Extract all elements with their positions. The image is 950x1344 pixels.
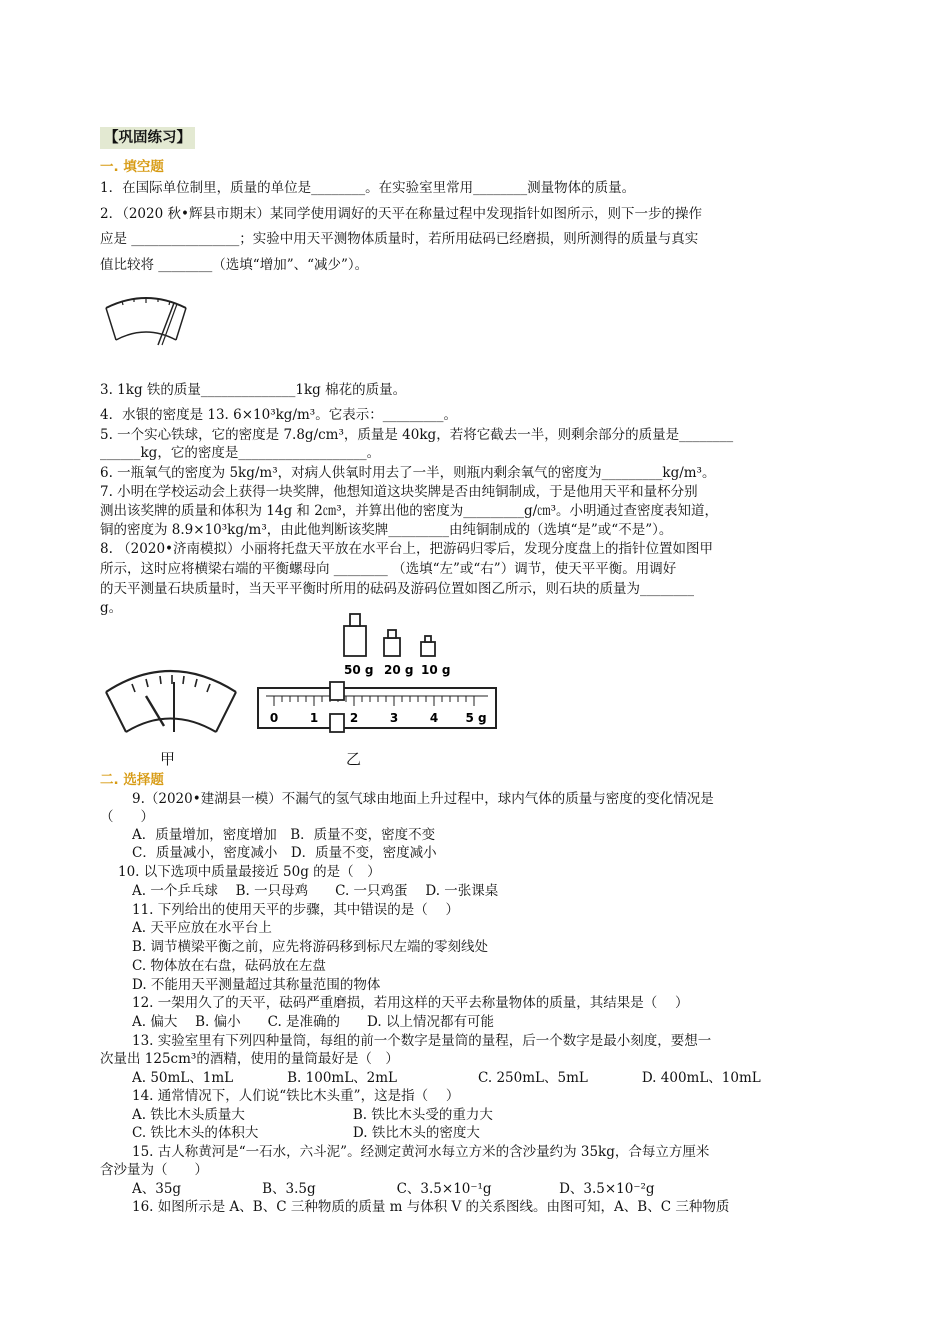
question-1: 1．在国际单位制里，质量的单位是________。在实验室里常用________测量物体的质量。	[100, 180, 636, 196]
weight-label-20g: 20 g	[384, 663, 414, 677]
rider-bottom	[330, 714, 344, 732]
question-11: 11. 下列给出的使用天平的步骤，其中错误的是（ ）	[132, 902, 460, 918]
question-8-line-2: 所示，这时应将横梁右端的平衡螺母向 ________ （选填“左”或“右”）调节，使天平平衡。用调好	[100, 561, 677, 577]
question-9-bracket: （ ）	[100, 809, 154, 825]
scale-tick-0: 0	[269, 711, 279, 725]
figure-label-yi: 乙	[346, 750, 362, 768]
question-11-option-b: B. 调节横梁平衡之前，应先将游码移到标尺左端的零刻线处	[132, 939, 489, 955]
question-15-line-1: 15. 古人称黄河是“一石水，六斗泥”。经测定黄河水每立方米的含沙量约为 35kg，合每立方厘米	[132, 1144, 710, 1160]
scale-tick-3: 3	[389, 711, 399, 725]
question-9: 9.（2020•建湖县一模）不漏气的氢气球由地面上升过程中，球内气体的质量与密度的变化情况是	[132, 791, 714, 807]
question-5-line-1: 5. 一个实心铁球，它的密度是 7.8g/cm³，质量是 40kg，若将它截去一半，则剩余部分的质量是________	[100, 427, 734, 443]
rider-top	[330, 682, 344, 700]
question-2-line-3: 值比较将 ________（选填“增加”、“减少”）。	[100, 257, 369, 273]
question-13-line-2: 次量出 125cm³的酒精，使用的量筒最好是（ ）	[100, 1051, 399, 1067]
scale-tick-1: 1	[309, 711, 319, 725]
question-8-line-1: 8. （2020•济南模拟）小丽将托盘天平放在水平台上，把游码归零后，发现分度盘上的指针位置如图甲	[100, 541, 713, 557]
question-3: 3. 1kg 铁的质量______________1kg 棉花的质量。	[100, 382, 407, 398]
figure-label-jia: 甲	[160, 750, 176, 768]
question-11-option-a: A. 天平应放在水平台上	[132, 920, 272, 936]
question-8-line-3: 的天平测量石块质量时，当天平平衡时所用的砝码及游码位置如图乙所示，则石块的质量为________	[100, 581, 694, 597]
question-14: 14. 通常情况下，人们说“铁比木头重”，这是指（ ）	[132, 1088, 460, 1104]
weight-label-50g: 50 g	[344, 663, 374, 677]
weight-label-10g: 10 g	[421, 663, 451, 677]
question-12-options: A. 偏大 B. 偏小 C. 是准确的 D. 以上情况都有可能	[132, 1014, 494, 1030]
weights-and-scale-figure-yi	[250, 608, 500, 738]
fill-in-section-title: 一. 填空题	[100, 159, 164, 175]
question-12: 12. 一架用久了的天平，砝码严重磨损，若用这样的天平去称量物体的质量，其结果是（ ）	[132, 995, 689, 1011]
question-13-line-1: 13. 实验室里有下列四种量筒，每组的前一个数字是量筒的量程，后一个数字是最小刻度，要想一	[132, 1033, 712, 1049]
question-6: 6. 一瓶氧气的密度为 5kg/m³，对病人供氧时用去了一半，则瓶内剩余氧气的密度为_________kg/m³。	[100, 465, 716, 481]
scale-tick-2: 2	[349, 711, 359, 725]
question-7-line-1: 7. 小明在学校运动会上获得一块奖牌，他想知道这块奖牌是否由纯铜制成，于是他用天平和量杯分别	[100, 484, 698, 500]
question-7-line-2: 测出该奖牌的质量和体积为 14g 和 2㎝³，并算出他的密度为_________g/㎝³。小明通过查密度表知道，	[100, 503, 719, 519]
question-7-line-3: 铜的密度为 8.9×10³kg/m³，由此他判断该奖牌_________由纯铜制成的（选填“是”或“不是”）。	[100, 522, 673, 538]
question-11-option-c: C. 物体放在右盘，砝码放在左盘	[132, 958, 326, 974]
question-5-line-2: ______kg，它的密度是___________________。	[100, 445, 381, 461]
question-10-options: A. 一个乒乓球 B. 一只母鸡 C. 一只鸡蛋 D. 一张课桌	[132, 883, 499, 899]
question-14-options-cd: C. 铁比木头的体积大 D. 铁比木头的密度大	[132, 1125, 480, 1141]
question-16: 16. 如图所示是 A、B、C 三种物质的质量 m 与体积 V 的关系图线。由图可知，A、B、C 三种物质	[132, 1199, 730, 1215]
balance-dial-figure-jia	[100, 660, 245, 740]
question-2-line-1: 2．（2020 秋•辉县市期末）某同学使用调好的天平在称量过程中发现指针如图所示，则下一步的操作	[100, 206, 702, 222]
question-13-options: A. 50mL、1mL B. 100mL、2mL C. 250mL、5mL D. 400mL、10mL	[132, 1070, 761, 1086]
question-9-options-cd: C．质量减小，密度减小 D．质量不变，密度减小	[132, 845, 437, 861]
scale-tick-5: 5 g	[465, 711, 487, 725]
question-15-line-2: 含沙量为（ ）	[100, 1162, 208, 1178]
question-2-line-2: 应是 ________________；实验中用天平测物体质量时，若所用砝码已经磨损，则所测得的质量与真实	[100, 231, 699, 247]
question-15-options: A、35g B、3.5g C、3.5×10⁻¹g D、3.5×10⁻²g	[132, 1181, 655, 1197]
question-9-options-ab: A．质量增加，密度增加 B．质量不变，密度不变	[132, 827, 436, 843]
question-4: 4．水银的密度是 13. 6×10³kg/m³。它表示：_________。	[100, 407, 457, 423]
scale-tick-4: 4	[429, 711, 439, 725]
multiple-choice-section-title: 二. 选择题	[100, 772, 164, 788]
question-14-options-ab: A. 铁比木头质量大 B. 铁比木头受的重力大	[132, 1107, 493, 1123]
question-8-line-4: g。	[100, 600, 123, 616]
question-10: 10. 以下选项中质量最接近 50g 的是（ ）	[118, 864, 381, 880]
pointer-dial-figure	[100, 290, 200, 350]
question-11-option-d: D. 不能用天平测量超过其称量范围的物体	[132, 977, 381, 993]
section-heading: 【巩固练习】	[100, 127, 195, 149]
